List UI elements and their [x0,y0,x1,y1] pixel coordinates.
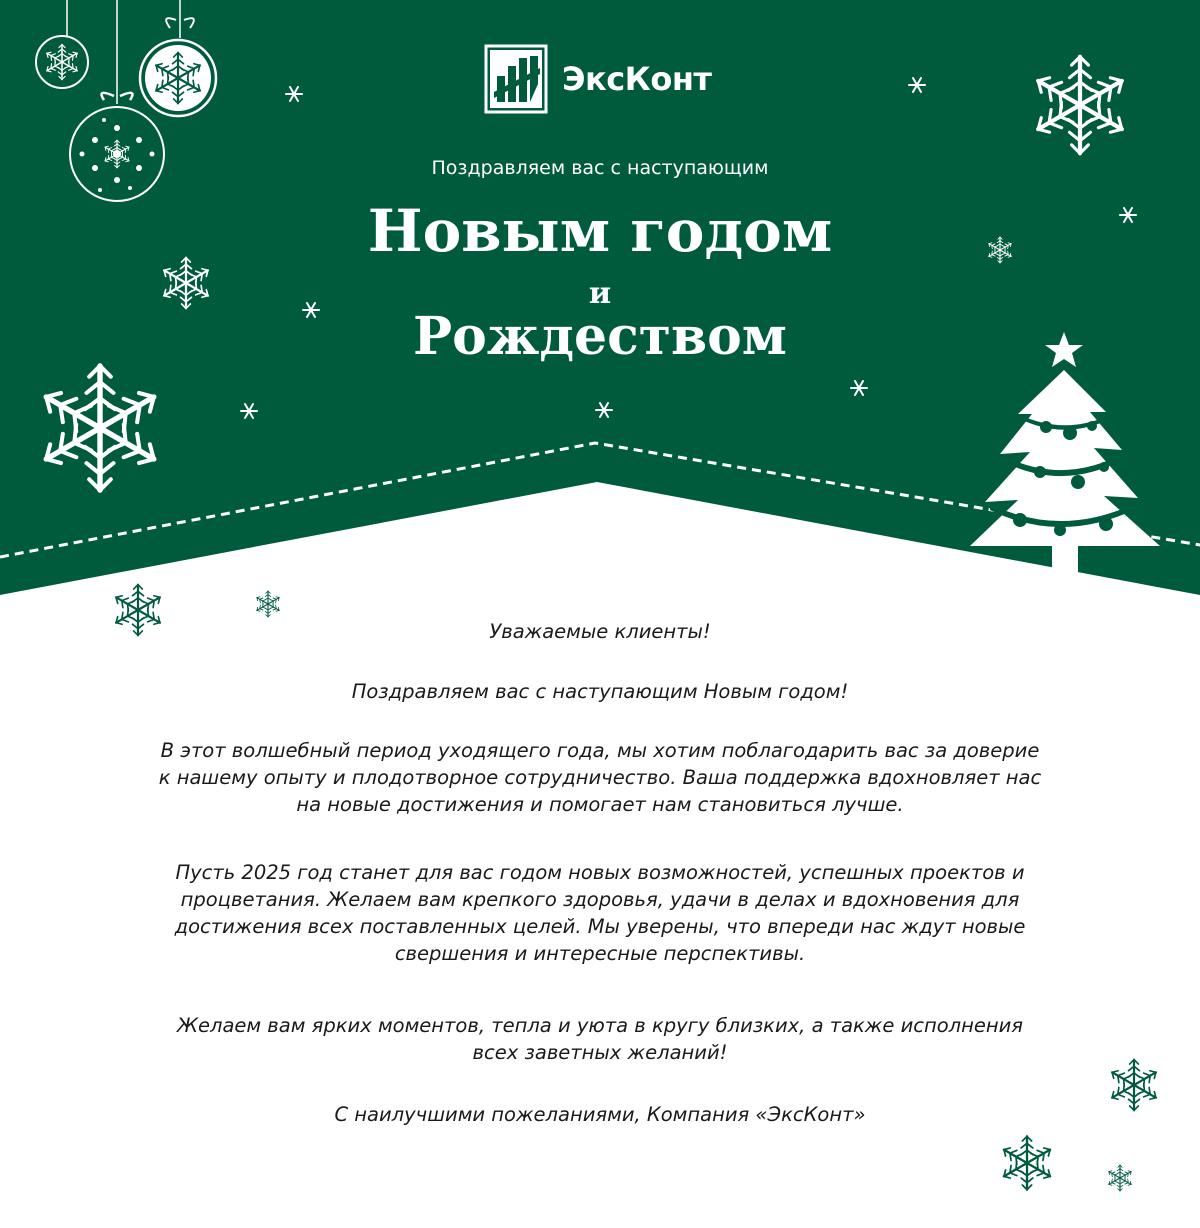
letter-paragraph-3 [60,859,1140,967]
letter-greeting: Уважаемые клиенты! [489,620,711,643]
letter-line: к нашему опыту и плодотворное сотрудничество. Ваша поддержка вдохновляет нас [158,766,1042,789]
letter-line: Пусть 2025 год станет для вас годом новых возможностей, успешных проектов и [175,861,1025,884]
letter-line: всех заветных желаний! [472,1041,728,1064]
letter-line: свершения и интересные перспективы. [394,942,806,965]
letter-signature: С наилучшими пожеланиями, Компания «ЭксКонт» [334,1103,866,1126]
brand-name: ЭксКонт [562,60,712,98]
letter-line: В этот волшебный период уходящего года, мы хотим поблагодарить вас за доверие [160,739,1040,762]
letter-line: на новые достижения и помогает нам становиться лучше. [296,793,904,816]
logo-mark-icon [486,46,546,112]
letter-paragraph-2 [60,737,1140,818]
letter-paragraph-1: Поздравляем вас с наступающим Новым годом! [351,680,849,703]
letter-paragraph-4 [60,1012,1140,1066]
title-and: и [588,276,612,311]
title-line-1: Новым годом [367,197,833,265]
title-line-2: Рождеством [413,306,787,367]
letter-line: процветания. Желаем вам крепкого здоровья, удачи в делах и вдохновения для [180,888,1020,911]
congrats-line: Поздравляем вас с наступающим [431,157,769,179]
letter-line: достижения всех поставленных целей. Мы уверены, что впереди нас ждут новые [174,915,1026,938]
letter-line: Желаем вам ярких моментов, тепла и уюта в кругу близких, а также исполнения [176,1014,1024,1037]
